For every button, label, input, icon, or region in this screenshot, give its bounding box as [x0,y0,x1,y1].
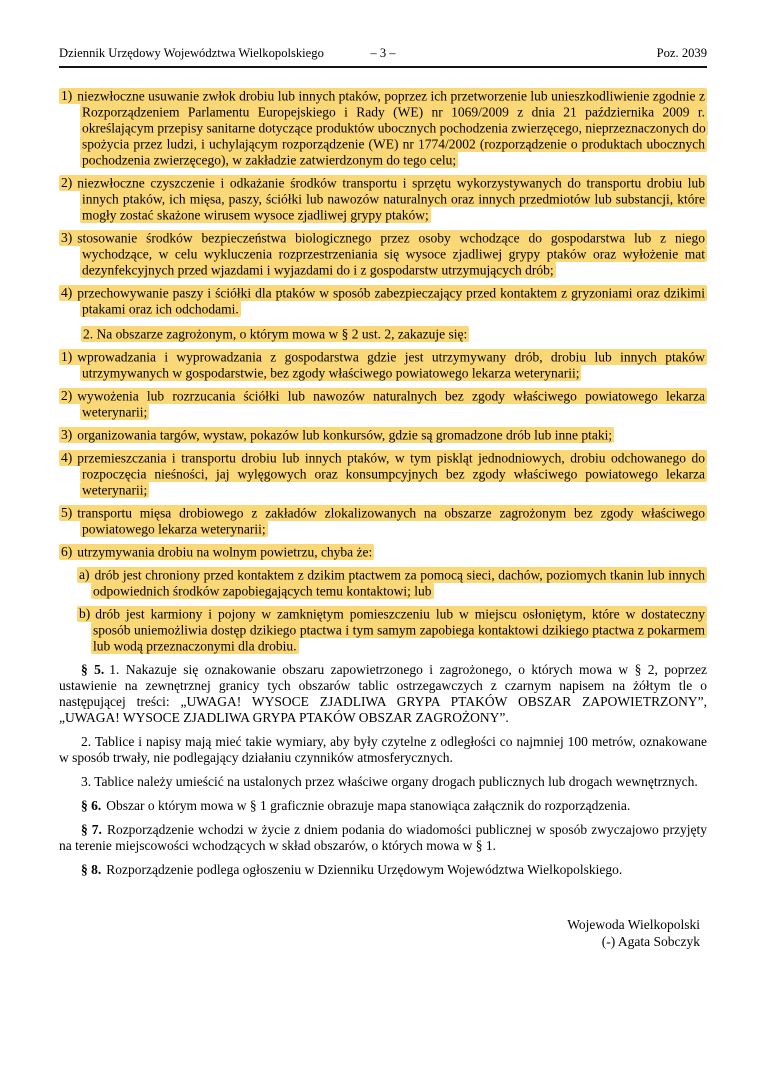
list-item-marker: a) [79,567,90,582]
list-item-marker: 2) [61,175,73,190]
paragraph-text: Rozporządzenie wchodzi w życie z dniem podania do wiadomości publicznej w sposób zwyczajowo przyjęty na terenie miejscowości wchodzących w skład obszarów, o których mowa w § 1. [59,822,707,853]
list-item-text: przemieszczania i transportu drobiu lub innych ptaków, w tym piskląt jednodniowych, drobiu odchowanego do rozpoczęcia nieśności, jaj wylęgowych oraz konsumpcyjnych bez zgody właściwego powiatowego lekarza weterynarii; [77,450,705,497]
paragraph-5-3 [59,774,707,790]
list-item [59,175,707,223]
section-symbol: § 8. [81,862,102,877]
paragraph-6 [59,798,707,814]
highlight [59,88,708,168]
list-item-text: utrzymywania drobiu na wolnym powietrzu, chyba że: [77,544,373,559]
list-item-marker: 3) [61,427,73,442]
highlight [59,175,707,223]
list-item [59,388,707,420]
position-number: Poz. 2039 [656,46,707,60]
prohibitions-list [59,349,707,654]
prohibitions-intro [59,326,707,342]
paragraph-text: Rozporządzenie podlega ogłoszeniu w Dzienniku Urzędowym Województwa Wielkopolskiego. [106,862,623,877]
list-item-text: stosowanie środków bezpieczeństwa biologicznego przez osoby wchodzące do gospodarstwa lub z niego wychodzące, w celu wykluczenia rozprzestrzeniania się wysoce zjadliwej grypy ptaków oraz wyłożenie mat dezynfekcyjnych przed wjazdami i wyjazdami do i z gospodarstw utrzymujących drób; [77,230,705,277]
highlight [59,505,707,537]
document-page [59,46,707,950]
list-item-text: transportu mięsa drobiowego z zakładów zlokalizowanych na obszarze zagrożonym bez zgody właściwego powiatowego lekarza weterynarii; [77,505,705,536]
list-item-marker: 6) [61,544,73,559]
highlight [59,450,707,498]
highlight [77,606,707,654]
highlight [59,388,707,420]
paragraph-text: 2. Tablice i napisy mają mieć takie wymiary, aby były czytelne z odległości co najmniej 100 metrów, oznakowane w sposób trwały, nie podlegający działaniu czynników atmosferycznych. [59,734,707,765]
signature-block [59,916,707,950]
list-item [59,427,707,443]
list-item-marker: 1) [61,88,73,103]
list-item-marker: 4) [61,450,73,465]
list-item [59,544,707,560]
header-rule [59,66,707,68]
highlight [59,427,614,443]
list-item-text: wywożenia lub rozrzucania ściółki lub nawozów naturalnych bez zgody właściwego powiatowego lekarza weterynarii; [77,388,705,419]
paragraph-5-1 [59,662,707,726]
page-header [59,46,707,60]
paragraph-5-2 [59,734,707,766]
list-item-marker: 5) [61,505,73,520]
paragraph-text: 3. Tablice należy umieścić na ustalonych przez właściwe organy drogach publicznych lub drogach wewnętrznych. [81,774,698,789]
list-item-marker: 4) [61,285,73,300]
list-item [59,230,707,278]
list-item-marker: b) [79,606,91,621]
sub-list-item [59,606,707,654]
list-item-text: wprowadzania i wyprowadzania z gospodarstwa gdzie jest utrzymywany drób, drobiu lub innych ptaków utrzymywanych w gospodarstwie, bez zgody właściwego powiatowego lekarza weterynarii; [77,349,705,380]
list-item-text: organizowania targów, wystaw, pokazów lub konkursów, gdzie są gromadzone drób lub inne ptaki; [77,427,613,442]
highlight [77,567,707,599]
paragraph-text: Obszar o którym mowa w § 1 graficznie obrazuje mapa stanowiąca załącznik do rozporządzenia. [106,798,631,813]
highlight [59,544,374,560]
paragraph-text: 1. Nakazuje się oznakowanie obszaru zapowietrzonego i zagrożonego, o których mowa w § 2, poprzez ustawienie na zewnętrznej granicy tych obszarów tablic ostrzegawczych z czarnym napisem na żółtym tle o następującej treści: „UWAGA! WYSOCE ZJADLIWA GRYPA PTAKÓW OBSZAR ZAPOWIETRZONY”, „UWAGA! WYSOCE ZJADLIWA GRYPA PTAKÓW OBSZAR ZAGROŻONY”. [59,662,707,725]
list-item-text: niezwłoczne czyszczenie i odkażanie środków transportu i sprzętu wykorzystywanych do transportu drobiu lub innych ptaków, ich mięsa, paszy, ściółki lub nawozów naturalnych oraz innych przedmiotów lub substancji, które mogły zostać skażone wirusem wysoce zjadliwej grypy ptaków; [77,175,705,222]
signature-title: Wojewoda Wielkopolski [567,917,700,932]
list-item-text: przechowywanie paszy i ściółki dla ptaków w sposób zabezpieczający przed kontaktem z gryzoniami oraz dzikimi ptakami oraz ich odchodami. [77,285,705,316]
list-item-text: drób jest karmiony i pojony w zamkniętym pomieszczeniu lub w miejscu osłoniętym, które w dostateczny sposób uniemożliwia dostęp dzikiego ptactwa i tym samym zapobiega kontaktowi dzikiego ptactwa z pokarmem lub wodą przeznaczonymi dla drobiu. [93,606,705,653]
section-symbol: § 5. [81,662,105,677]
list-item-marker: 2) [61,388,73,403]
section-symbol: § 7. [81,822,102,837]
signature-name: (-) Agata Sobczyk [601,934,700,949]
list-item-marker: 1) [61,349,73,364]
highlight [81,326,469,342]
highlight [59,285,707,317]
closing-paragraphs [59,662,707,878]
list-item [59,505,707,537]
highlight [59,230,707,278]
section-symbol: § 6. [81,798,102,813]
list-item-marker: 3) [61,230,73,245]
list-item [59,450,707,498]
page-number: – 3 – [370,46,396,60]
highlight [59,349,707,381]
list-item [59,88,707,168]
paragraph-8 [59,862,707,878]
sub-list-item [59,567,707,599]
paragraph-text: 2. Na obszarze zagrożonym, o którym mowa w § 2 ust. 2, zakazuje się: [83,326,468,341]
journal-title: Dziennik Urzędowy Województwa Wielkopolskiego [59,46,324,60]
obligations-list [59,88,707,317]
list-item [59,349,707,381]
list-item [59,285,707,317]
list-item-text: niezwłoczne usuwanie zwłok drobiu lub innych ptaków, poprzez ich przetworzenie lub unieszkodliwienie zgodnie z Rozporządzeniem Parlamentu Europejskiego i Rady (WE) nr 1069/2009 z dnia 21 października 2009 r. określającym przepisy sanitarne dotyczące produktów ubocznych pochodzenia zwierzęcego, nieprzeznaczonych do spożycia przez ludzi, i uchylającym rozporządzenie (WE) nr 1774/2002 (rozporządzenie o produktach ubocznych pochodzenia zwierzęcego), w zakładzie zatwierdzonym do tego celu; [77,88,706,167]
list-item-text: drób jest chroniony przed kontaktem z dzikim ptactwem za pomocą sieci, dachów, poziomych tkanin lub innych odpowiednich środków zapobiegających temu kontaktowi; lub [93,567,705,598]
paragraph-7 [59,822,707,854]
